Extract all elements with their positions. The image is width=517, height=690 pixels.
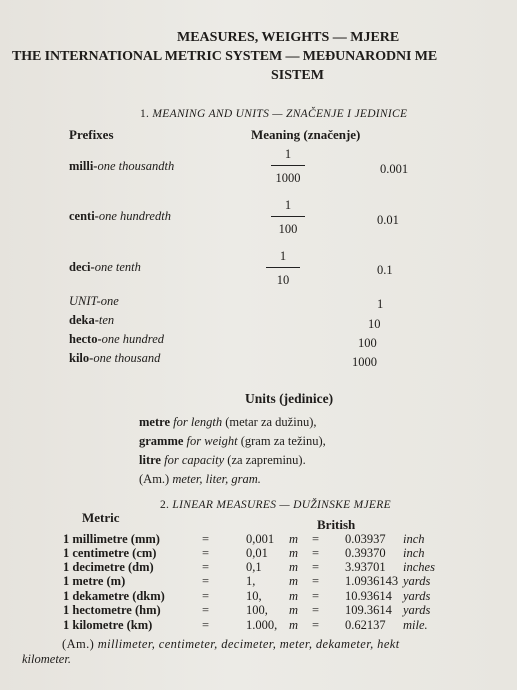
linear-british-unit: yards (403, 603, 431, 617)
american-spelling-line (139, 472, 261, 487)
fraction-denominator: 10 (276, 273, 290, 287)
linear-british-value: 109.3614 (345, 603, 392, 617)
prefix-row-deka (69, 313, 114, 328)
linear-metre-symbol: m (289, 532, 299, 546)
prefix-meaning: one thousand (93, 351, 161, 365)
prefix-row-milli (69, 159, 174, 174)
linear-equals-sign: = (312, 589, 320, 603)
linear-metric-unit: 1 dekametre (dkm) (63, 589, 165, 603)
linear-metre-symbol: m (289, 603, 299, 617)
linear-equals-sign: = (202, 574, 210, 588)
linear-metric-unit: 1 millimetre (mm) (63, 532, 160, 546)
linear-equals-sign: = (312, 560, 320, 574)
prefix-row-centi (69, 209, 171, 224)
linear-metre-symbol: m (289, 574, 299, 588)
prefix-row-kilo (69, 351, 160, 366)
prefix-label: UNIT- (69, 294, 101, 308)
american-spellings: meter, liter, gram. (172, 472, 261, 486)
linear-british-value: 0.03937 (345, 532, 386, 546)
fraction-denominator: 100 (278, 222, 298, 236)
footer-american-line (62, 637, 400, 652)
page-title-line-3: SISTEM (271, 68, 324, 83)
linear-british-unit: yards (403, 574, 431, 588)
american-label: (Am.) (139, 472, 170, 486)
prefix-meaning: one tenth (94, 260, 141, 274)
unit-translation: (metar za dužinu), (225, 415, 317, 429)
linear-metre-value: 0,001 (246, 532, 275, 546)
linear-british-value: 0.39370 (345, 546, 386, 560)
linear-metre-symbol: m (289, 589, 299, 603)
linear-british-value: 0.62137 (345, 618, 386, 632)
footer-american-spellings: millimeter, centimeter, decimeter, meter, dekameter, hekt (97, 637, 400, 651)
unit-word: litre (139, 453, 161, 467)
prefix-meaning: one (100, 294, 119, 308)
units-heading: Units (jedinice) (245, 391, 334, 406)
linear-british-value: 1.0936143 (345, 574, 399, 588)
fraction-numerator: 1 (284, 147, 292, 161)
prefix-row-unit (69, 294, 119, 309)
prefix-label: milli- (69, 159, 98, 173)
prefix-value-unit: 1 (377, 297, 384, 311)
linear-metre-value: 0,01 (246, 546, 268, 560)
footer-american-label: (Am.) (62, 637, 95, 651)
unit-for: for (173, 415, 188, 429)
linear-metric-unit: 1 hectometre (hm) (63, 603, 161, 617)
linear-equals-sign: = (202, 618, 210, 632)
fraction-milli (268, 146, 308, 186)
prefix-row-hecto (69, 332, 164, 347)
linear-equals-sign: = (312, 546, 320, 560)
unit-translation: (gram za težinu), (240, 434, 326, 448)
unit-word: metre (139, 415, 170, 429)
linear-metric-unit: 1 metre (m) (63, 574, 126, 588)
fraction-bar (271, 216, 305, 217)
unit-quantity: weight (204, 434, 238, 448)
section-1-title: MEANING AND UNITS — ZNAČENJE I JEDINICE (152, 108, 408, 120)
linear-equals-sign: = (202, 532, 210, 546)
linear-metre-value: 100, (246, 603, 268, 617)
column-header-british: British (317, 517, 356, 532)
linear-metre-symbol: m (289, 546, 299, 560)
linear-british-unit: inch (403, 532, 425, 546)
linear-metre-symbol: m (289, 618, 299, 632)
linear-metre-value: 0,1 (246, 560, 262, 574)
column-header-meaning: Meaning (značenje) (251, 127, 361, 142)
prefix-value-hecto: 100 (358, 336, 377, 350)
prefix-value-deka: 10 (368, 317, 381, 331)
fraction-centi (268, 197, 308, 237)
linear-equals-sign: = (202, 603, 210, 617)
page-title-line-1: MEASURES, WEIGHTS — MJERE (177, 30, 400, 45)
linear-metric-unit: 1 kilometre (km) (63, 618, 153, 632)
section-1-heading (140, 108, 407, 120)
fraction-denominator: 1000 (275, 171, 301, 185)
section-2-heading (160, 499, 391, 511)
prefix-meaning: one hundred (101, 332, 164, 346)
unit-line-litre (139, 453, 306, 468)
prefix-label: kilo- (69, 351, 94, 365)
linear-equals-sign: = (312, 574, 320, 588)
linear-equals-sign: = (312, 618, 320, 632)
linear-british-unit: yards (403, 589, 431, 603)
unit-translation: (za zapreminu). (227, 453, 306, 467)
prefix-label: deci- (69, 260, 95, 274)
prefix-label: hecto- (69, 332, 102, 346)
linear-british-unit: inches (403, 560, 435, 574)
linear-equals-sign: = (202, 560, 210, 574)
linear-metric-unit: 1 decimetre (dm) (63, 560, 154, 574)
unit-for: for (186, 434, 202, 448)
unit-quantity: length (190, 415, 223, 429)
fraction-deci (263, 248, 303, 288)
section-2-title: LINEAR MEASURES — DUŽINSKE MJERE (172, 499, 391, 511)
linear-equals-sign: = (312, 532, 320, 546)
column-header-prefixes: Prefixes (69, 127, 114, 142)
section-1-number: 1. (140, 108, 150, 120)
prefix-label: centi- (69, 209, 99, 223)
linear-metre-value: 1, (246, 574, 256, 588)
column-header-metric: Metric (82, 510, 120, 525)
linear-equals-sign: = (312, 603, 320, 617)
fraction-bar (271, 165, 305, 166)
prefix-meaning: ten (98, 313, 115, 327)
linear-british-unit: mile. (403, 618, 428, 632)
prefix-meaning: one thousandth (97, 159, 175, 173)
linear-metre-symbol: m (289, 560, 299, 574)
linear-equals-sign: = (202, 589, 210, 603)
fraction-numerator: 1 (284, 198, 292, 212)
unit-line-gramme (139, 434, 326, 449)
prefix-value-deci: 0.1 (377, 263, 393, 277)
page-title-line-2: THE INTERNATIONAL METRIC SYSTEM — MEĐUNARODNI ME (12, 49, 438, 64)
linear-british-value: 3.93701 (345, 560, 386, 574)
section-2-number: 2. (160, 499, 170, 511)
unit-word: gramme (139, 434, 184, 448)
unit-quantity: capacity (181, 453, 225, 467)
fraction-numerator: 1 (279, 249, 287, 263)
prefix-row-deci (69, 260, 141, 275)
linear-metric-unit: 1 centimetre (cm) (63, 546, 157, 560)
linear-british-value: 10.93614 (345, 589, 392, 603)
linear-metre-value: 1.000, (246, 618, 278, 632)
footer-continuation: kilometer. (22, 652, 71, 666)
unit-line-metre (139, 415, 317, 430)
fraction-bar (266, 267, 300, 268)
linear-equals-sign: = (202, 546, 210, 560)
linear-metre-value: 10, (246, 589, 262, 603)
prefix-value-centi: 0.01 (377, 213, 399, 227)
prefix-value-kilo: 1000 (352, 355, 377, 369)
unit-for: for (164, 453, 179, 467)
linear-british-unit: inch (403, 546, 425, 560)
prefix-meaning: one hundredth (98, 209, 171, 223)
prefix-label: deka- (69, 313, 99, 327)
prefix-value-milli: 0.001 (380, 162, 409, 176)
